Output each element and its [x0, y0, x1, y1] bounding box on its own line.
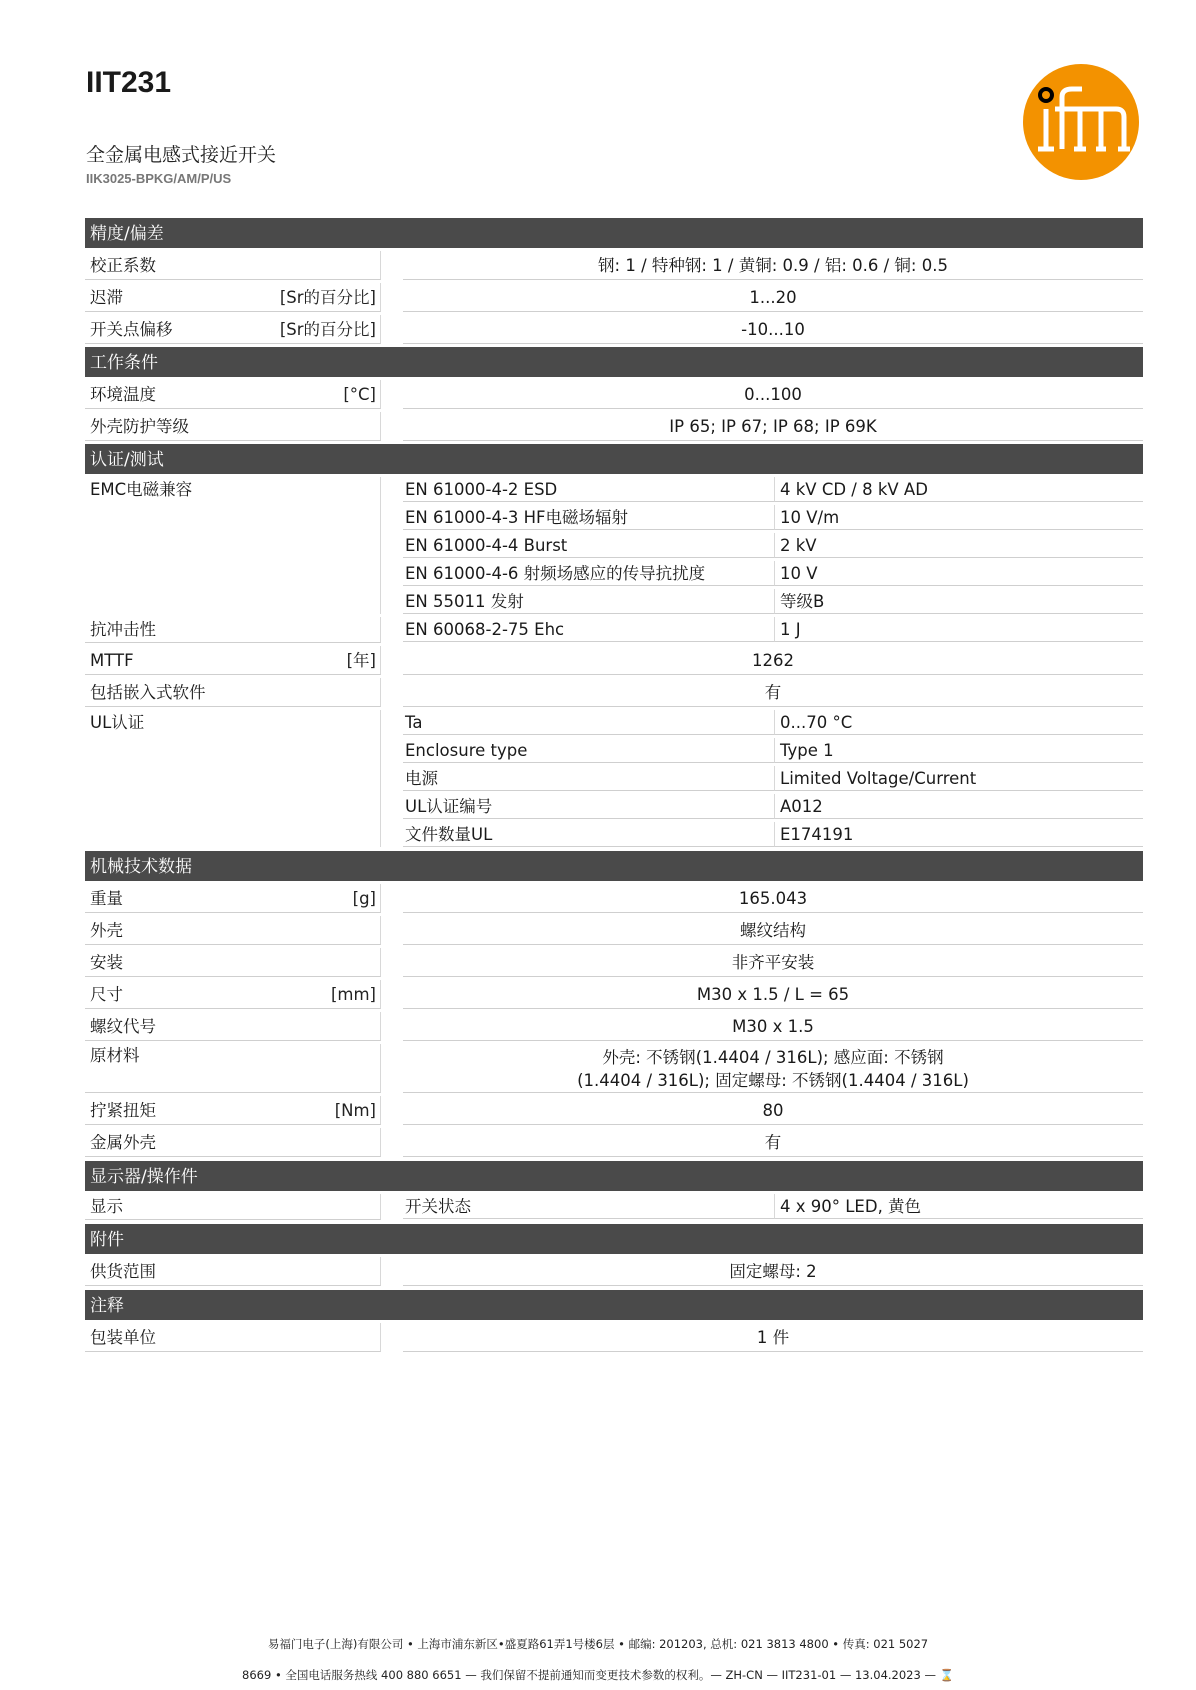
row-value: 非齐平安装: [403, 948, 1143, 977]
list-item: [403, 794, 1143, 819]
row-value: 有: [403, 678, 1143, 707]
sub-value: Type 1: [775, 738, 1143, 763]
sub-key: EN 55011 发射: [403, 589, 775, 614]
row-value: 0...100: [403, 380, 1143, 409]
row-unit: [g]: [352, 889, 376, 908]
list-item: [403, 710, 1143, 735]
row-label: MTTF: [90, 651, 134, 670]
section-remarks: 注释: [85, 1290, 1143, 1320]
table-row: [85, 617, 1143, 643]
row-value: M30 x 1.5: [403, 1012, 1143, 1041]
sub-value: 4 kV CD / 8 kV AD: [775, 477, 1143, 502]
row-value: 80: [403, 1096, 1143, 1125]
row-label: 外壳防护等级: [90, 417, 189, 436]
list-item: [403, 533, 1143, 558]
row-label: 开关点偏移: [90, 320, 173, 339]
row-label: 显示: [85, 1194, 381, 1220]
table-row: [85, 916, 1143, 945]
row-unit: [mm]: [330, 985, 376, 1004]
row-value: M30 x 1.5 / L = 65: [403, 980, 1143, 1009]
footer-address: 易福门电子(上海)有限公司 • 上海市浦东新区•盛夏路61弄1号楼6层 • 邮编: 201203, 总机: 021 3813 4800 • 传真: 021 5027: [267, 1637, 929, 1651]
sub-key: 文件数量UL: [403, 822, 775, 847]
row-value: 1 件: [403, 1323, 1143, 1352]
table-row: [85, 283, 1143, 312]
emc-group: [85, 477, 1143, 614]
row-unit: [Sr的百分比]: [279, 320, 376, 339]
material-line-2: (1.4404 / 316L); 固定螺母: 不锈钢(1.4404 / 316L): [577, 1071, 969, 1090]
row-value: 钢: 1 / 特种钢: 1 / 黄铜: 0.9 / 铝: 0.6 / 铜: 0.5: [403, 251, 1143, 280]
table-row: [85, 646, 1143, 675]
sub-value: 10 V/m: [775, 505, 1143, 530]
sub-value: 0...70 °C: [775, 710, 1143, 735]
section-mechanical: 机械技术数据: [85, 851, 1143, 881]
list-item: [403, 589, 1143, 614]
material-line-1: 外壳: 不锈钢(1.4404 / 316L); 感应面: 不锈钢: [602, 1048, 944, 1067]
row-unit: [年]: [346, 651, 376, 670]
row-label: 原材料: [90, 1046, 140, 1065]
table-row: [85, 1044, 1143, 1093]
row-label: 外壳: [90, 921, 123, 940]
sub-key: UL认证编号: [403, 794, 775, 819]
list-item: [403, 822, 1143, 847]
table-row: [85, 412, 1143, 441]
sub-value: 4 x 90° LED, 黄色: [775, 1194, 1143, 1219]
table-row: [85, 1128, 1143, 1157]
table-row: [85, 1194, 1143, 1220]
ifm-logo: [1022, 63, 1140, 181]
footer-legal: 8669 • 全国电话服务热线 400 880 6651 — 我们保留不提前通知而变更技术参数的权利。— ZH-CN — IIT231-01 — 13.04.2023 — ⌛: [242, 1668, 954, 1682]
sub-value: 等级B: [775, 589, 1143, 614]
svg-text:ifm: ifm: [1042, 145, 1044, 146]
section-operating: 工作条件: [85, 347, 1143, 377]
row-label: 尺寸: [90, 985, 123, 1004]
section-approvals: 认证/测试: [85, 444, 1143, 474]
table-row: [85, 1257, 1143, 1286]
table-row: [85, 380, 1143, 409]
product-title: IIT231: [86, 66, 172, 99]
sub-key: EN 61000-4-3 HF电磁场辐射: [403, 505, 775, 530]
row-value: -10...10: [403, 315, 1143, 344]
product-code: IIK3025-BPKG/AM/P/US: [86, 171, 232, 186]
row-label: 供货范围: [90, 1262, 156, 1281]
table-row: [85, 884, 1143, 913]
list-item: [403, 561, 1143, 586]
list-item: [403, 766, 1143, 791]
row-value: 有: [403, 1128, 1143, 1157]
section-accessories: 附件: [85, 1224, 1143, 1254]
sub-key: Ta: [403, 710, 775, 735]
row-label: 抗冲击性: [85, 617, 381, 643]
sub-value: A012: [775, 794, 1143, 819]
row-label: 校正系数: [90, 256, 156, 275]
sub-value: 2 kV: [775, 533, 1143, 558]
row-value: 螺纹结构: [403, 916, 1143, 945]
sub-key: EN 61000-4-2 ESD: [403, 477, 775, 502]
row-label: 环境温度: [90, 385, 156, 404]
row-unit: [Sr的百分比]: [279, 288, 376, 307]
row-unit: [Nm]: [334, 1101, 376, 1120]
sub-key: EN 61000-4-6 射频场感应的传导抗扰度: [403, 561, 775, 586]
table-row: [85, 251, 1143, 280]
list-item: [403, 505, 1143, 530]
sub-key: 开关状态: [403, 1194, 775, 1219]
table-row: [85, 315, 1143, 344]
row-label: 金属外壳: [90, 1133, 156, 1152]
table-row: [85, 678, 1143, 707]
row-label: 螺纹代号: [90, 1017, 156, 1036]
sub-value: 1 J: [775, 617, 1143, 642]
row-label: 拧紧扭矩: [90, 1101, 156, 1120]
list-item: [403, 1194, 1143, 1219]
row-label: UL认证: [85, 710, 381, 847]
table-row: [85, 1323, 1143, 1352]
list-item: [403, 617, 1143, 642]
row-value: [403, 1044, 1143, 1093]
ul-group: [85, 710, 1143, 847]
sub-value: Limited Voltage/Current: [775, 766, 1143, 791]
row-label: EMC电磁兼容: [85, 477, 381, 614]
sub-value: E174191: [775, 822, 1143, 847]
sub-key: EN 61000-4-4 Burst: [403, 533, 775, 558]
row-value: 固定螺母: 2: [403, 1257, 1143, 1286]
row-label: 重量: [90, 889, 123, 908]
section-display: 显示器/操作件: [85, 1161, 1143, 1191]
table-row: [85, 1096, 1143, 1125]
row-value: 1262: [403, 646, 1143, 675]
table-row: [85, 980, 1143, 1009]
row-value: 1...20: [403, 283, 1143, 312]
datasheet-table: [85, 218, 1143, 1352]
section-precision: 精度/偏差: [85, 218, 1143, 248]
row-label: 安装: [90, 953, 123, 972]
table-row: [85, 948, 1143, 977]
sub-key: Enclosure type: [403, 738, 775, 763]
table-row: [85, 1012, 1143, 1041]
sub-value: 10 V: [775, 561, 1143, 586]
product-subtitle: 全金属电感式接近开关: [86, 144, 277, 166]
row-unit: [°C]: [343, 385, 376, 404]
list-item: [403, 477, 1143, 502]
row-value: IP 65; IP 67; IP 68; IP 69K: [403, 412, 1143, 441]
list-item: [403, 738, 1143, 763]
row-label: 包装单位: [90, 1328, 156, 1347]
row-label: 迟滞: [90, 288, 123, 307]
row-label: 包括嵌入式软件: [90, 683, 206, 702]
sub-key: EN 60068-2-75 Ehc: [403, 617, 775, 642]
row-value: 165.043: [403, 884, 1143, 913]
sub-key: 电源: [403, 766, 775, 791]
